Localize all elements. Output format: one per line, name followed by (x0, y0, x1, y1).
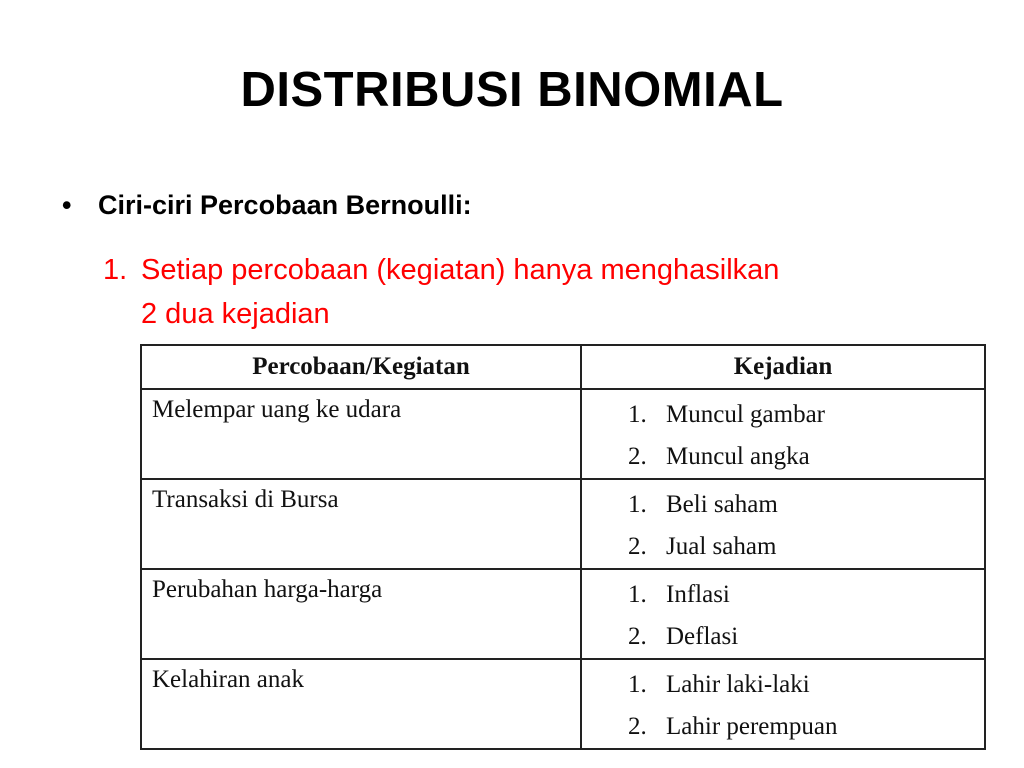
table-container (140, 344, 986, 768)
numbered-item (103, 248, 983, 336)
outcome-text: Beli saham (666, 491, 778, 518)
outcome-text: Jual saham (666, 533, 777, 560)
outcome-item (628, 616, 984, 658)
outcome-item (628, 436, 984, 478)
outcome-item (628, 484, 984, 526)
outcomes-cell (581, 659, 985, 749)
table-header-row (141, 345, 985, 389)
outcome-text: Muncul gambar (666, 401, 825, 428)
outcome-text: Inflasi (666, 581, 730, 608)
header-outcomes: Kejadian (581, 345, 985, 389)
table-row (141, 659, 985, 749)
header-activity: Percobaan/Kegiatan (141, 345, 581, 389)
outcome-number: 1. (628, 581, 647, 608)
outcome-number: 1. (628, 491, 647, 518)
table-row (141, 569, 985, 659)
outcomes-cell (581, 569, 985, 659)
outcome-item (628, 706, 984, 748)
outcome-number: 2. (628, 713, 647, 740)
table-row (141, 479, 985, 569)
item-number: 1. (103, 254, 128, 286)
outcome-item (628, 664, 984, 706)
outcomes-cell (581, 389, 985, 479)
numbered-line-1 (103, 248, 983, 292)
outcome-text: Lahir perempuan (666, 713, 838, 740)
events-table (140, 344, 986, 750)
outcome-item (628, 526, 984, 568)
outcome-text: Lahir laki-laki (666, 671, 810, 698)
outcome-item (628, 394, 984, 436)
outcome-number: 2. (628, 443, 647, 470)
numbered-line-2: 2 dua kejadian (141, 298, 330, 330)
activity-cell: Transaksi di Bursa (141, 479, 581, 569)
slide-title: DISTRIBUSI BINOMIAL (240, 63, 784, 117)
outcome-number: 2. (628, 623, 647, 650)
activity-cell: Kelahiran anak (141, 659, 581, 749)
bullet-text: Ciri-ciri Percobaan Bernoulli: (98, 190, 472, 220)
bullet-icon: • (62, 190, 72, 220)
outcomes-cell (581, 479, 985, 569)
outcome-number: 2. (628, 533, 647, 560)
bullet-item (62, 190, 472, 221)
activity-cell: Melempar uang ke udara (141, 389, 581, 479)
outcome-item (628, 574, 984, 616)
table-row (141, 389, 985, 479)
item-text-line-1: Setiap percobaan (kegiatan) hanya menghasilkan (141, 254, 780, 286)
outcome-text: Muncul angka (666, 443, 810, 470)
activity-cell: Perubahan harga-harga (141, 569, 581, 659)
outcome-text: Deflasi (666, 623, 739, 650)
outcome-number: 1. (628, 401, 647, 428)
outcome-number: 1. (628, 671, 647, 698)
